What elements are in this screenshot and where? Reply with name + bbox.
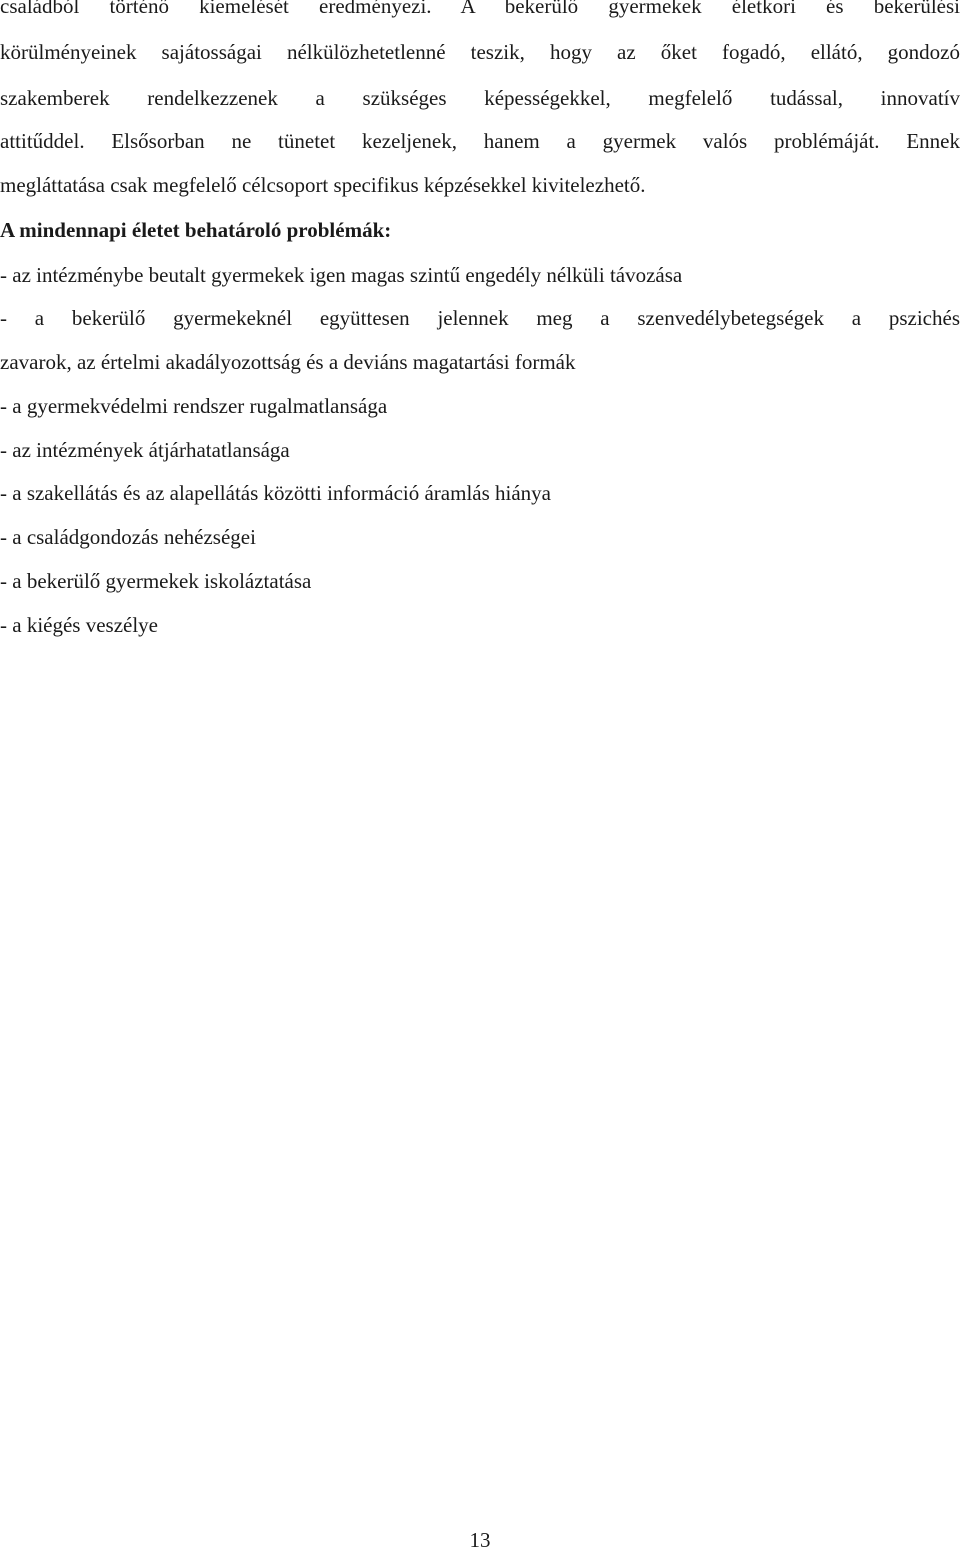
paragraph-line: szakemberek rendelkezzenek a szükséges képességekkel, megfelelő tudással, innovatív (0, 86, 960, 110)
paragraph-line: attitűddel. Elsősorban ne tünetet kezeljenek, hanem a gyermek valós problémáját. Ennek (0, 129, 960, 153)
list-item: - a szakellátás és az alapellátás közötti információ áramlás hiánya (0, 481, 551, 505)
list-item: - a bekerülő gyermekeknél együttesen jelennek meg a szenvedélybetegségek a pszichés (0, 306, 960, 330)
paragraph-line: családból történő kiemelését eredményezi. A bekerülő gyermekek életkori és bekerülési (0, 0, 960, 18)
list-item: - az intézmények átjárhatatlansága (0, 438, 290, 462)
list-item: - a kiégés veszélye (0, 613, 159, 637)
page-number: 13 (469, 1528, 491, 1552)
paragraph-line: megláttatása csak megfelelő célcsoport specifikus képzésekkel kivitelezhető. (0, 173, 646, 197)
section-heading: A mindennapi életet behatároló problémák: (0, 218, 392, 242)
list-item: - a családgondozás nehézségei (0, 525, 256, 549)
paragraph-line: körülményeinek sajátosságai nélkülözhetetlenné teszik, hogy az őket fogadó, ellátó, gondozó (0, 40, 960, 64)
list-item: - a gyermekvédelmi rendszer rugalmatlansága (0, 394, 388, 418)
list-item: - az intézménybe beutalt gyermekek igen magas szintű engedély nélküli távozása (0, 263, 683, 287)
list-item-continuation: zavarok, az értelmi akadályozottság és a deviáns magatartási formák (0, 350, 576, 374)
list-item: - a bekerülő gyermekek iskoláztatása (0, 569, 312, 593)
